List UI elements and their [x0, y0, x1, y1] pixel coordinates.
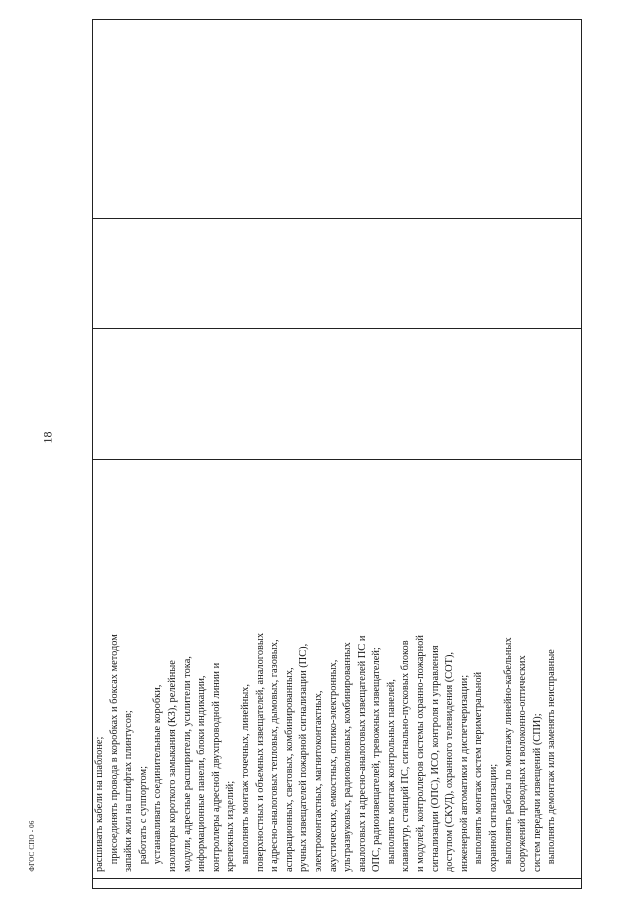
text-line: сооружений проводных и волоконно-оптических: [517, 655, 529, 872]
table-cell-skills: [93, 459, 582, 878]
text-line: выполнять монтаж контрольных панелей,: [385, 679, 397, 872]
text-line: крепежных изделий;: [225, 780, 237, 872]
text-line: систем передачи извещений (СПИ);: [531, 713, 543, 872]
text-line: изоляторы короткого замыкания (КЗ), релейные: [166, 660, 178, 872]
table-cell-competencies: [93, 20, 582, 219]
text-line: доступом (СКУД), охранного телевидения (СОТ),: [444, 651, 456, 872]
text-line: выполнять монтаж точечных, линейных,: [239, 684, 251, 872]
text-line: выполнять работы по монтажу линейно-кабельных: [502, 637, 514, 872]
text-line: и модулей, контроллеров системы охранно-пожарной: [415, 635, 427, 872]
text-line: клавиатур, станций ПС, сигнально-пусковых блоков: [400, 640, 412, 872]
text-line: аспирационных, световых, комбинированных,: [283, 667, 295, 872]
competency-table: [92, 19, 580, 889]
text-line: контроллеры адресной двухпроводной линии и: [210, 662, 222, 872]
text-line: охранной сигнализации;: [488, 763, 500, 872]
text-line: запайки жил на штифтах плинтусов;: [123, 710, 135, 872]
text-line: присоединять провода в коробках и боксах методом: [108, 634, 120, 872]
text-line: сигнализации (ОПС), ИСО, контроля и управления: [429, 645, 441, 872]
table-cell-discipline: [93, 219, 582, 329]
footer-standard-code: ФГОС СПО - 06: [28, 820, 36, 872]
text-line: инженерной автоматики и диспетчеризации;: [458, 674, 470, 872]
text-line: ручных извещателей пожарной сигнализации (ПС),: [298, 643, 310, 872]
text-line: работать с суппортом;: [137, 766, 149, 872]
table-cell-knowledge: [93, 329, 582, 459]
text-line: выполнять демонтаж или заменять неисправные: [546, 649, 558, 872]
text-line: информационные панели, блоки индикации,: [196, 675, 208, 872]
text-line: и адресно-аналоговых тепловых, дымовых, газовых,: [269, 639, 281, 872]
text-line: расшивать кабели на шаблоне;: [94, 736, 105, 872]
page-number: 18: [40, 431, 55, 444]
text-line: акустических, емкостных, оптико-электронных,: [327, 659, 339, 872]
text-line: поверхностных и объемных извещателей, аналоговых: [254, 632, 266, 872]
skills-text: [93, 460, 581, 878]
text-line: ОПС, радиоизвещателей, тревожных извещателей;: [371, 647, 383, 872]
text-line: аналоговых и адресно-аналоговых извещателей ПС и: [356, 635, 368, 872]
text-line: ультразвуковых, радиоволновых, комбинированных: [342, 642, 354, 872]
text-line: модули, адресные расширители, усилители тока,: [181, 656, 193, 872]
table-cell-index: [93, 879, 582, 889]
text-line: электроконтактных, магнитоконтактных,: [312, 690, 324, 872]
text-line: устанавливать соединительные коробки,: [152, 684, 164, 872]
text-line: выполнять монтаж систем периметральной: [473, 671, 485, 872]
